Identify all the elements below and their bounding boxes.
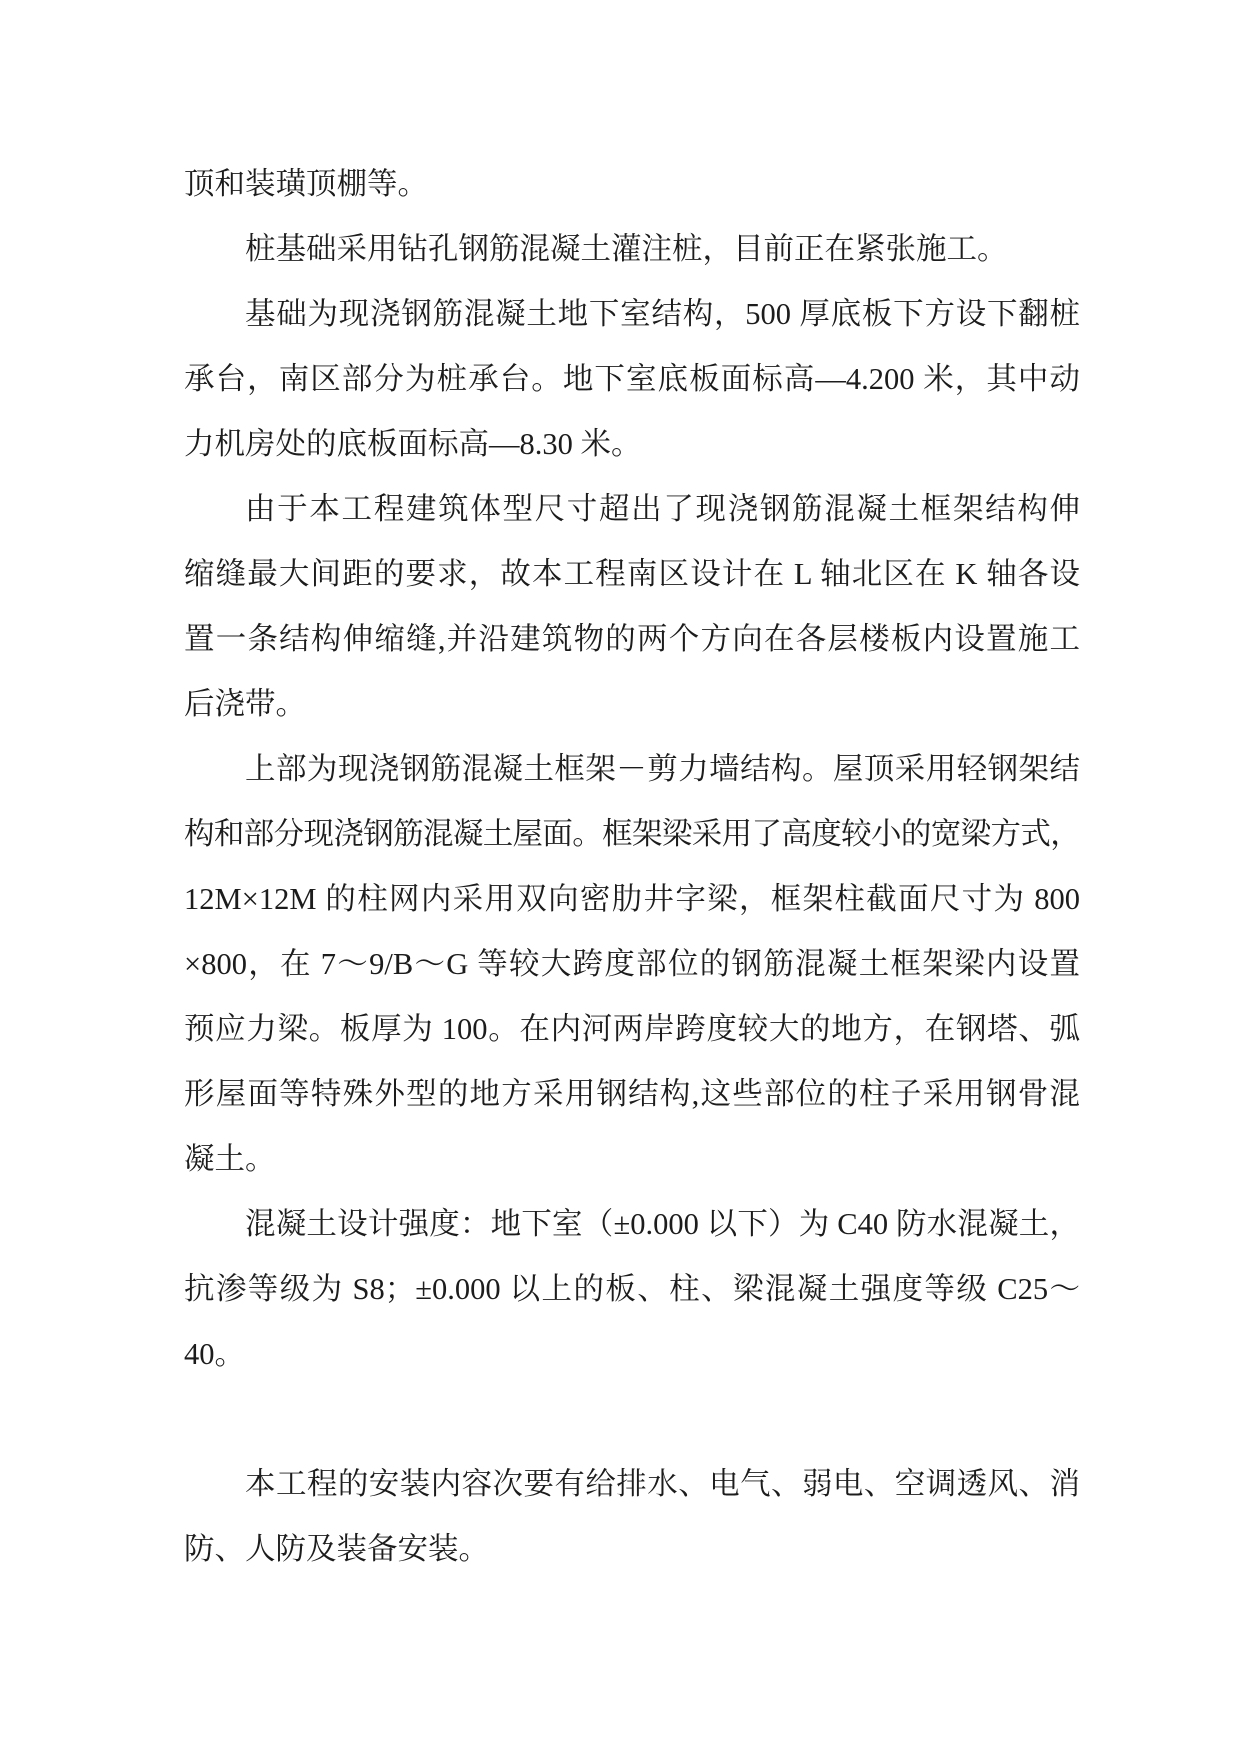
text-line: 后浇带。 <box>184 687 306 721</box>
text-line: 构和部分现浇钢筋混凝土屋面。框架梁采用了高度较小的宽梁方式， <box>184 817 1080 851</box>
text-line: 承台，南区部分为桩承台。地下室底板面标高—4.200 米，其中动 <box>184 362 1080 396</box>
text-line: 本工程的安装内容次要有给排水、电气、弱电、空调透风、消 <box>245 1467 1080 1501</box>
paragraph-basement-foundation <box>184 282 1241 477</box>
paragraph-concrete-strength <box>184 1192 1241 1387</box>
text-line: ×800，在 7～9/B～G 等较大跨度部位的钢筋混凝土框架梁内设置 <box>184 947 1080 981</box>
text-line: 抗渗等级为 S8；±0.000 以上的板、柱、梁混凝土强度等级 C25～ <box>184 1272 1080 1306</box>
text-line: 由于本工程建筑体型尺寸超出了现浇钢筋混凝土框架结构伸 <box>245 492 1080 526</box>
text-line: 上部为现浇钢筋混凝土框架－剪力墙结构。屋顶采用轻钢架结 <box>245 752 1080 786</box>
text-line: 预应力梁。板厚为 100。在内河两岸跨度较大的地方，在钢塔、弧 <box>184 1012 1080 1046</box>
text-line: 40。 <box>184 1337 245 1371</box>
text-line: 混凝土设计强度：地下室（±0.000 以下）为 C40 防水混凝土， <box>245 1207 1080 1241</box>
text-line: 桩基础采用钻孔钢筋混凝土灌注桩，目前正在紧张施工。 <box>245 232 1008 266</box>
text-line: 凝土。 <box>184 1142 276 1176</box>
blank-line <box>184 1387 1241 1452</box>
paragraph-pile-foundation <box>184 217 1241 282</box>
text-line: 缩缝最大间距的要求，故本工程南区设计在 L 轴北区在 K 轴各设 <box>184 557 1080 591</box>
paragraph-continuation <box>184 152 1241 217</box>
text-line: 基础为现浇钢筋混凝土地下室结构，500 厚底板下方设下翻桩 <box>245 297 1080 331</box>
text-line: 12M×12M 的柱网内采用双向密肋井字梁，框架柱截面尺寸为 800 <box>184 882 1080 916</box>
text-line: 力机房处的底板面标高—8.30 米。 <box>184 427 642 461</box>
paragraph-superstructure <box>184 737 1241 1192</box>
text-line: 顶和装璜顶棚等。 <box>184 167 428 201</box>
text-line: 形屋面等特殊外型的地方采用钢结构,这些部位的柱子采用钢骨混 <box>184 1077 1080 1111</box>
paragraph-expansion-joint <box>184 477 1241 737</box>
paragraph-installation <box>184 1452 1241 1582</box>
text-line: 防、人防及装备安装。 <box>184 1532 489 1566</box>
text-line: 置一条结构伸缩缝,并沿建筑物的两个方向在各层楼板内设置施工 <box>184 622 1080 656</box>
